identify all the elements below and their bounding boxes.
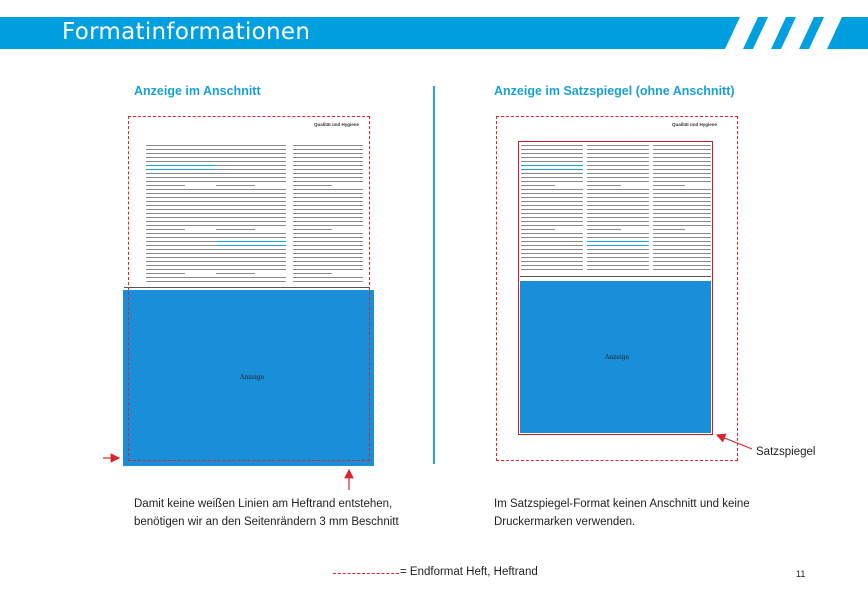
left-page-heading: Qualität und Hygiene [314, 122, 360, 127]
left-section-title: Anzeige im Anschnitt [134, 84, 261, 98]
right-caption [494, 495, 750, 531]
legend-text: = Endformat Heft, Heftrand [400, 566, 538, 578]
satzspiegel-arrow [717, 435, 752, 449]
page-number: 11 [796, 569, 806, 579]
right-caption-line1: Im Satzspiegel-Format keinen Anschnitt und keine [494, 498, 750, 510]
right-caption-line2: Druckermarken verwenden. [494, 516, 636, 528]
page-title: Formatinformationen [62, 19, 311, 45]
right-section-title: Anzeige im Satzspiegel (ohne Anschnitt) [494, 84, 735, 98]
right-ad-label: Anzeige [605, 354, 630, 361]
legend-dashed-line [333, 573, 399, 574]
left-ad-label: Anzeige [240, 374, 265, 381]
left-caption-line2: benötigen wir an den Seitenrändern 3 mm Beschnitt [134, 516, 399, 528]
left-caption [134, 495, 399, 531]
satzspiegel-label: Satzspiegel [756, 446, 816, 458]
right-page-heading: Qualität und Hygiene [672, 122, 718, 127]
left-caption-line1: Damit keine weißen Linien am Heftrand entstehen, [134, 498, 393, 510]
